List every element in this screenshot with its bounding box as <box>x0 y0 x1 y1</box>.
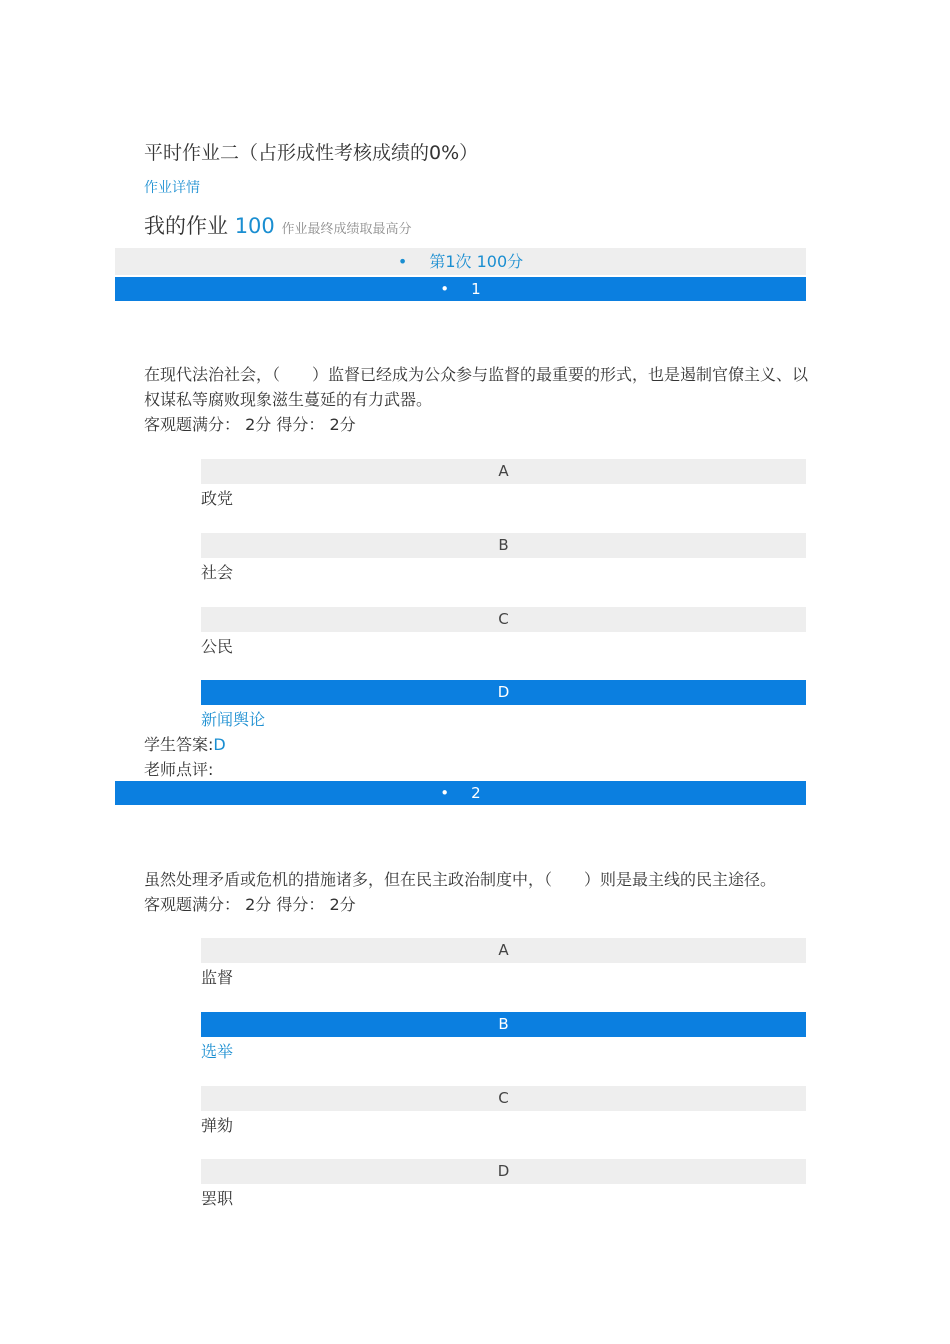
my-work-score: 100 <box>234 214 275 238</box>
option-a-text: 政党 <box>201 489 234 508</box>
bullet-icon: • <box>440 784 450 802</box>
option-c-bar[interactable]: C <box>201 1086 806 1111</box>
option-d-text: 罢职 <box>201 1189 234 1208</box>
question-score: 客观题满分： 2分 得分： 2分 <box>144 415 356 434</box>
page-title: 平时作业二（占形成性考核成绩的0%） <box>144 142 479 164</box>
option-b-bar[interactable]: B <box>201 533 806 558</box>
option-d-text: 新闻舆论 <box>201 710 266 729</box>
assignment-detail-link[interactable]: 作业详情 <box>144 180 200 196</box>
option-c-bar[interactable]: C <box>201 607 806 632</box>
option-b-text: 社会 <box>201 563 234 582</box>
option-c-text: 公民 <box>201 637 234 656</box>
question-tab-2[interactable] <box>115 781 806 805</box>
question-number: 2 <box>471 784 481 802</box>
option-c-text: 弹劾 <box>201 1116 234 1135</box>
option-b-text: 选举 <box>201 1042 234 1061</box>
attempt-label: 第1次 100分 <box>429 252 524 271</box>
question-text: 在现代法治社会，（ ）监督已经成为公众参与监督的最重要的形式，也是遏制官僚主义、以权谋私等腐败现象滋生蔓延的有力武器。 <box>144 365 809 409</box>
option-a-text: 监督 <box>201 968 234 987</box>
question-tab-1[interactable] <box>115 277 806 301</box>
bullet-icon: • <box>397 252 408 271</box>
student-answer <box>144 732 226 755</box>
option-a-bar[interactable]: A <box>201 459 806 484</box>
question-score: 客观题满分： 2分 得分： 2分 <box>144 895 356 914</box>
option-a-bar[interactable]: A <box>201 938 806 963</box>
my-work-label: 我的作业 <box>144 214 228 238</box>
bullet-icon: • <box>440 280 450 298</box>
student-answer-label: 学生答案: <box>144 735 214 754</box>
attempt-tab[interactable] <box>115 248 806 275</box>
my-work-header <box>144 210 411 240</box>
student-answer-value: D <box>213 735 226 754</box>
my-work-note: 作业最终成绩取最高分 <box>281 222 412 237</box>
option-b-bar[interactable]: B <box>201 1012 806 1037</box>
option-d-bar[interactable]: D <box>201 1159 806 1184</box>
question-number: 1 <box>471 280 481 298</box>
option-d-bar[interactable]: D <box>201 680 806 705</box>
question-text: 虽然处理矛盾或危机的措施诸多，但在民主政治制度中，（ ）则是最主线的民主途径。 <box>144 870 777 889</box>
teacher-comment-label: 老师点评: <box>144 760 214 779</box>
